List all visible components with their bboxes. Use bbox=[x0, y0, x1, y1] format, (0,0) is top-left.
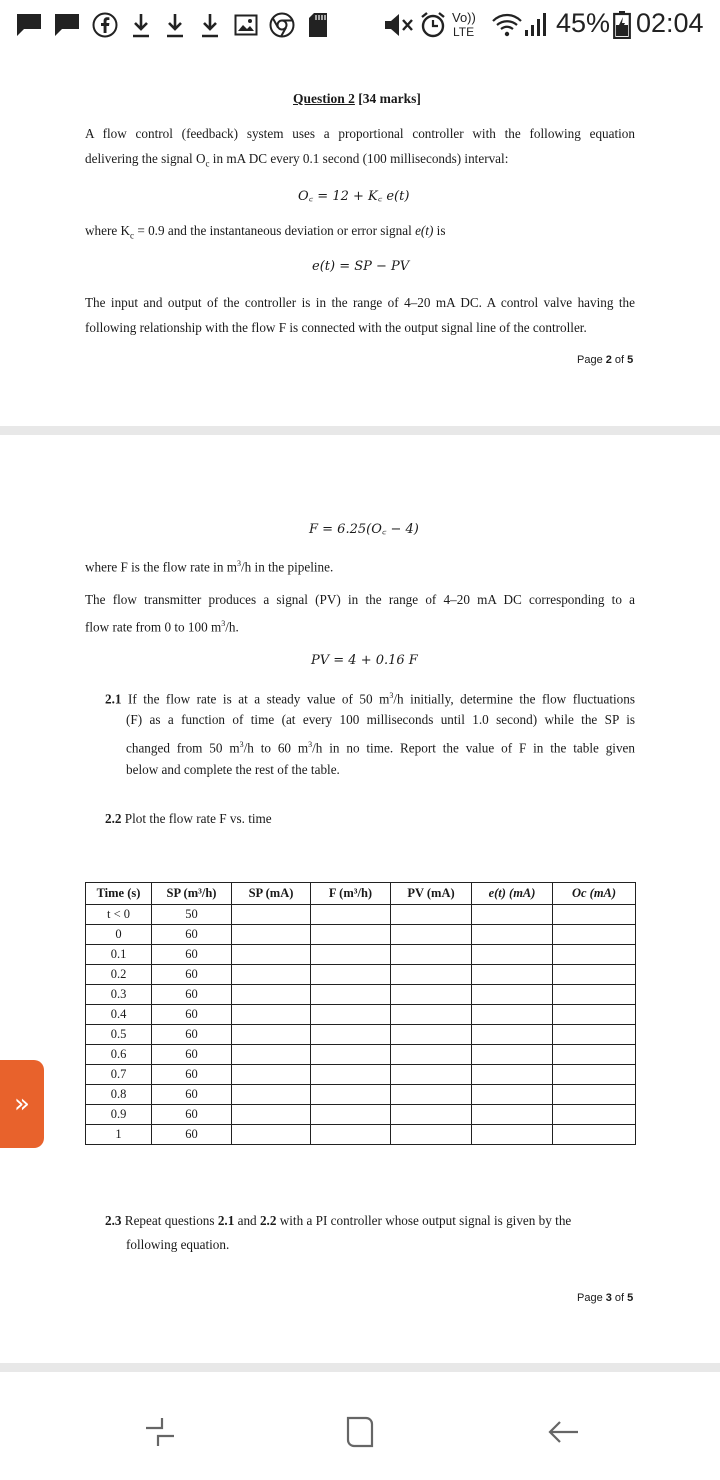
table-header-cell: SP (m³/h) bbox=[152, 883, 232, 905]
table-cell bbox=[391, 1045, 472, 1065]
table-cell bbox=[232, 1025, 311, 1045]
table-header-row bbox=[86, 883, 636, 905]
recents-icon[interactable] bbox=[140, 1412, 180, 1452]
table-cell bbox=[472, 905, 553, 925]
table-cell bbox=[553, 1025, 636, 1045]
table-cell bbox=[311, 1005, 391, 1025]
table-cell: 60 bbox=[152, 1005, 232, 1025]
table-row bbox=[86, 1005, 636, 1025]
flow-rate-line: where F is the flow rate in $m^3/h$ in the pipeline. bbox=[85, 559, 334, 575]
table-cell bbox=[391, 1105, 472, 1125]
table-cell bbox=[391, 945, 472, 965]
table-cell bbox=[553, 925, 636, 945]
range-paragraph-line: The input and output of the controller is in the range of 4–20 mA DC. A control valve having the bbox=[85, 295, 635, 310]
table-row bbox=[86, 1065, 636, 1085]
table-cell bbox=[232, 1005, 311, 1025]
table-header-cell: e(t) (mA) bbox=[472, 883, 553, 905]
navigation-bar bbox=[0, 1372, 720, 1480]
question-title: Question 2 [34 marks] bbox=[293, 91, 421, 106]
table-cell bbox=[472, 1065, 553, 1085]
table-cell: 60 bbox=[152, 965, 232, 985]
facebook-icon bbox=[90, 10, 120, 40]
table-row bbox=[86, 1125, 636, 1145]
table-cell: 50 bbox=[152, 905, 232, 925]
table-cell bbox=[391, 925, 472, 945]
where-line: where $K_c = 0.9$ and the instantaneous deviation or error signal e(t) is bbox=[85, 223, 446, 241]
intro-paragraph-line: delivering the signal $O_c$ in mA DC every 0.1 second (100 milliseconds) interval: bbox=[85, 151, 509, 169]
table-header-cell: PV (mA) bbox=[391, 883, 472, 905]
table-cell bbox=[311, 1025, 391, 1045]
question-2-1-line: below and complete the rest of the table. bbox=[126, 762, 340, 777]
alarm-icon bbox=[418, 10, 448, 40]
table-cell: 60 bbox=[152, 1085, 232, 1105]
table-row bbox=[86, 945, 636, 965]
table-cell bbox=[472, 925, 553, 945]
chrome-icon bbox=[268, 10, 296, 40]
table-row bbox=[86, 1045, 636, 1065]
table-cell bbox=[232, 945, 311, 965]
table-cell bbox=[391, 1025, 472, 1045]
table-cell bbox=[391, 1085, 472, 1105]
table-cell bbox=[391, 1125, 472, 1145]
table-cell: 0 bbox=[86, 925, 152, 945]
equation-error: e(t) = SP − PV bbox=[312, 259, 410, 274]
table-cell: 60 bbox=[152, 945, 232, 965]
table-cell: 0.4 bbox=[86, 1005, 152, 1025]
message-icon bbox=[14, 10, 44, 40]
message-icon bbox=[52, 10, 82, 40]
table-header-cell: SP (mA) bbox=[232, 883, 311, 905]
table-cell: 60 bbox=[152, 985, 232, 1005]
transmitter-line: The flow transmitter produces a signal (PV) in the range of 4–20 mA DC corresponding to a bbox=[85, 592, 635, 607]
table-row bbox=[86, 965, 636, 985]
table-cell: 0.9 bbox=[86, 1105, 152, 1125]
flow-table bbox=[85, 882, 636, 1145]
table-cell bbox=[553, 985, 636, 1005]
equation-oc: O꜀ = 12 + K꜀ e(t) bbox=[298, 189, 410, 204]
signal-icon bbox=[522, 10, 550, 40]
table-row bbox=[86, 1105, 636, 1125]
table-cell: 0.2 bbox=[86, 965, 152, 985]
table-cell bbox=[553, 945, 636, 965]
question-2-1-line: changed from 50 $m^3/h$ to 60 $m^3/h$ in no time. Report the value of F in the table given bbox=[126, 740, 635, 756]
status-bar: Vo)) LTE 45% 02:04 bbox=[0, 0, 720, 50]
table-cell bbox=[472, 1025, 553, 1045]
table-cell bbox=[232, 985, 311, 1005]
home-icon[interactable] bbox=[340, 1412, 380, 1452]
table-cell: 60 bbox=[152, 925, 232, 945]
table-cell bbox=[311, 965, 391, 985]
table-cell bbox=[553, 1005, 636, 1025]
page-separator bbox=[0, 426, 720, 435]
table-cell: 60 bbox=[152, 1105, 232, 1125]
table-row bbox=[86, 925, 636, 945]
sd-card-icon bbox=[306, 10, 330, 40]
table-cell: 60 bbox=[152, 1125, 232, 1145]
table-cell bbox=[472, 1085, 553, 1105]
side-panel-toggle[interactable] bbox=[0, 1060, 44, 1148]
table-cell bbox=[391, 1005, 472, 1025]
question-2-1-line: 2.1 If the flow rate is at a steady value of 50 $m^3/h$ initially, determine the flow fluctuations bbox=[105, 691, 635, 707]
equation-pv: PV = 4 + 0.16 F bbox=[311, 653, 418, 668]
table-cell bbox=[232, 1045, 311, 1065]
table-cell bbox=[553, 905, 636, 925]
table-cell bbox=[553, 965, 636, 985]
table-cell bbox=[472, 1005, 553, 1025]
clock: 02:04 bbox=[636, 8, 704, 38]
table-cell bbox=[311, 905, 391, 925]
table-cell bbox=[553, 1105, 636, 1125]
table-header-cell: Oc (mA) bbox=[553, 883, 636, 905]
table-cell bbox=[232, 1085, 311, 1105]
table-cell: 0.1 bbox=[86, 945, 152, 965]
table-cell bbox=[311, 945, 391, 965]
table-body bbox=[86, 905, 636, 1145]
table-cell: 0.3 bbox=[86, 985, 152, 1005]
table-cell: 0.6 bbox=[86, 1045, 152, 1065]
table-cell bbox=[232, 965, 311, 985]
table-cell: 60 bbox=[152, 1025, 232, 1045]
wifi-icon bbox=[490, 10, 524, 40]
page-separator bbox=[0, 1363, 720, 1372]
table-cell bbox=[311, 1085, 391, 1105]
table-cell: 60 bbox=[152, 1045, 232, 1065]
table-cell: 60 bbox=[152, 1065, 232, 1085]
download-icon bbox=[128, 10, 154, 40]
image-icon bbox=[232, 10, 260, 40]
table-cell bbox=[232, 925, 311, 945]
table-cell bbox=[472, 945, 553, 965]
mute-icon bbox=[382, 10, 416, 40]
question-2-2: 2.2 Plot the flow rate F vs. time bbox=[105, 811, 272, 826]
transmitter-line: flow rate from 0 to 100 $m^3/h$. bbox=[85, 619, 239, 635]
table-cell bbox=[232, 1065, 311, 1085]
table-header-cell: Time (s) bbox=[86, 883, 152, 905]
table-header-cell: F (m³/h) bbox=[311, 883, 391, 905]
question-2-1-line: (F) as a function of time (at every 100 milliseconds until 1.0 second) while the SP is bbox=[126, 712, 635, 727]
table-row bbox=[86, 905, 636, 925]
table-cell bbox=[311, 1045, 391, 1065]
table-cell bbox=[232, 1105, 311, 1125]
table-cell: 0.7 bbox=[86, 1065, 152, 1085]
table-cell bbox=[472, 1125, 553, 1145]
back-icon[interactable] bbox=[542, 1412, 582, 1452]
table-cell: 1 bbox=[86, 1125, 152, 1145]
table-cell bbox=[391, 1065, 472, 1085]
question-2-3-line: following equation. bbox=[126, 1237, 230, 1252]
table-cell bbox=[553, 1125, 636, 1145]
table-row bbox=[86, 1085, 636, 1105]
table-cell: t < 0 bbox=[86, 905, 152, 925]
table-row bbox=[86, 985, 636, 1005]
table-row bbox=[86, 1025, 636, 1045]
table-cell bbox=[311, 985, 391, 1005]
table-cell bbox=[472, 1045, 553, 1065]
equation-flow: F = 6.25(O꜀ − 4) bbox=[309, 522, 419, 537]
table-cell bbox=[553, 1065, 636, 1085]
double-chevron-right-icon: » bbox=[14, 1089, 30, 1119]
table-cell: 0.5 bbox=[86, 1025, 152, 1045]
download-icon bbox=[162, 10, 188, 40]
question-2-3-line: 2.3 Repeat questions 2.1 and 2.2 with a PI controller whose output signal is given by the bbox=[105, 1213, 572, 1228]
table-cell bbox=[391, 905, 472, 925]
table-cell bbox=[311, 1125, 391, 1145]
intro-paragraph-line: A flow control (feedback) system uses a proportional controller with the following equation bbox=[85, 126, 635, 141]
table-cell bbox=[472, 965, 553, 985]
table-cell bbox=[472, 1105, 553, 1125]
table-cell bbox=[472, 985, 553, 1005]
table-cell bbox=[553, 1045, 636, 1065]
table-cell bbox=[311, 1105, 391, 1125]
page-number: Page 2 of 5 bbox=[577, 354, 634, 366]
document-page-2 bbox=[0, 50, 720, 426]
table-cell bbox=[391, 985, 472, 1005]
page-number: Page 3 of 5 bbox=[577, 1292, 634, 1304]
table-cell bbox=[553, 1085, 636, 1105]
table-cell bbox=[311, 1065, 391, 1085]
table-cell bbox=[311, 925, 391, 945]
download-icon bbox=[197, 10, 223, 40]
table-cell bbox=[232, 905, 311, 925]
battery-percent: 45% bbox=[556, 8, 611, 38]
battery-icon bbox=[611, 10, 633, 40]
table-cell bbox=[391, 965, 472, 985]
table-cell bbox=[232, 1125, 311, 1145]
range-paragraph-line: following relationship with the flow F is connected with the output signal line of the controller. bbox=[85, 320, 587, 335]
table-cell: 0.8 bbox=[86, 1085, 152, 1105]
